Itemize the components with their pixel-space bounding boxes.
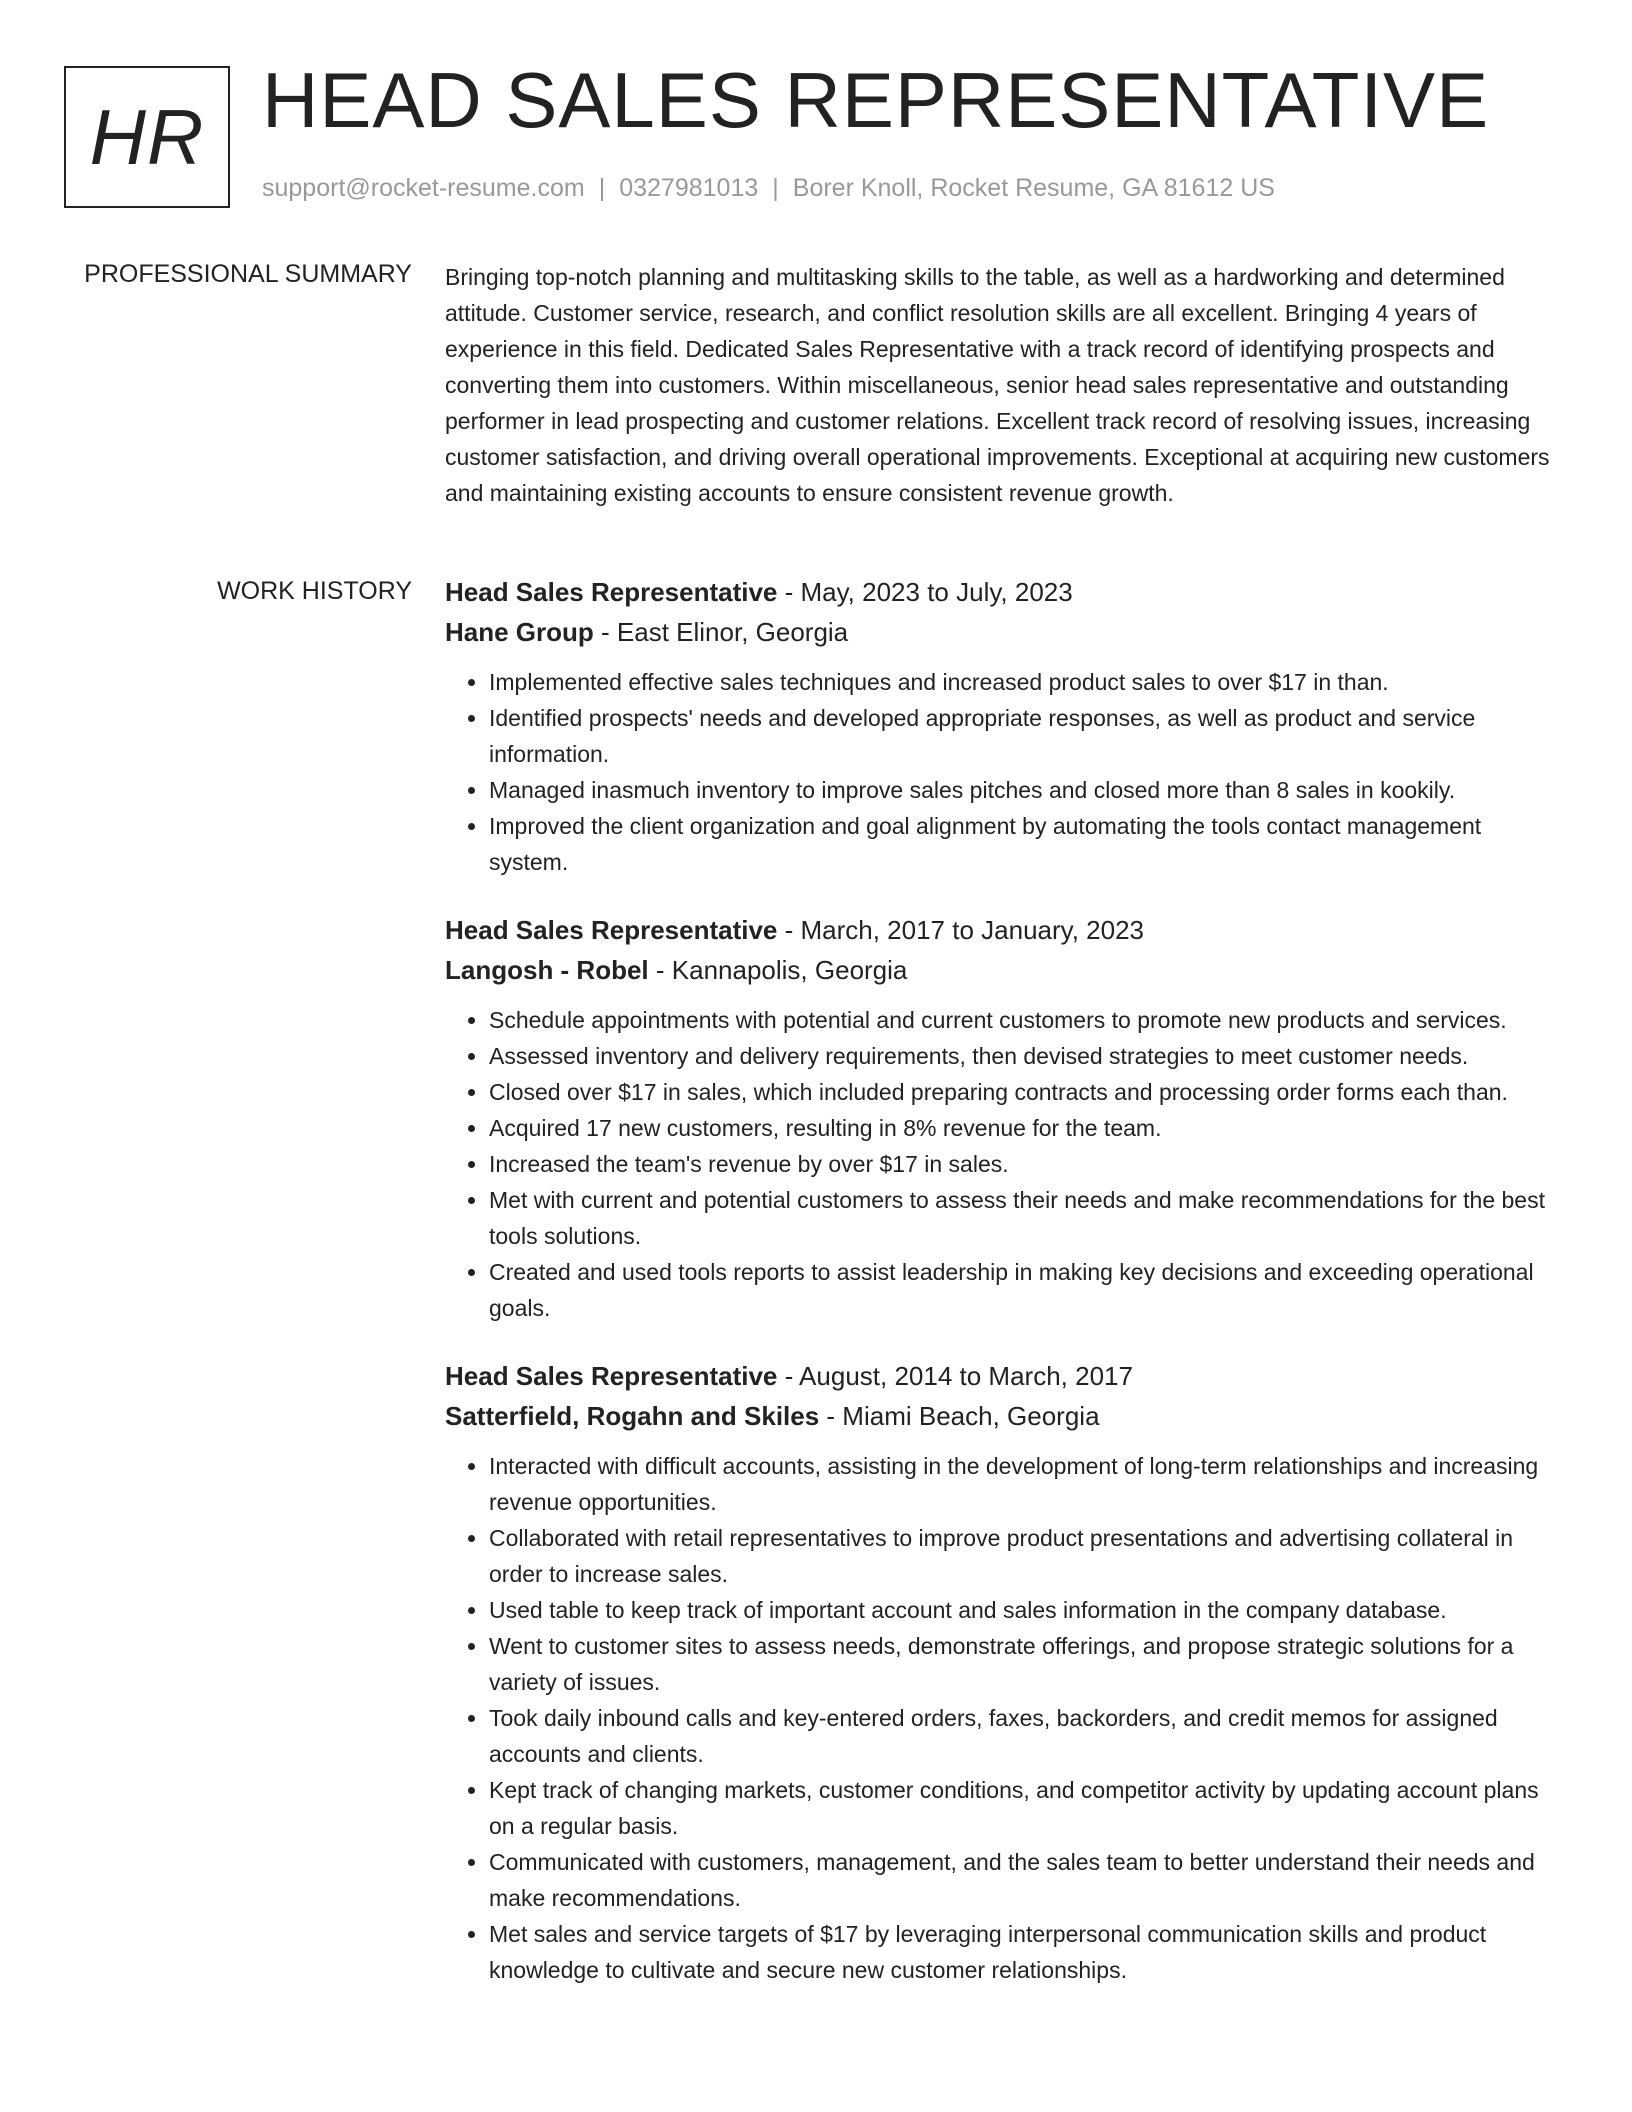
job-title-line bbox=[445, 572, 1555, 612]
job-bullet: • Interacted with difficult accounts, assisting in the development of long-term relationships and increasing revenue opportunities. bbox=[489, 1448, 1555, 1520]
work-history-list bbox=[445, 572, 1555, 2018]
job-company: Hane Group bbox=[445, 617, 594, 647]
job-title-line bbox=[445, 910, 1555, 950]
job-title: Head Sales Representative bbox=[445, 577, 778, 607]
job-dates: - May, 2023 to July, 2023 bbox=[777, 577, 1073, 607]
job-bullet: • Schedule appointments with potential and current customers to promote new products and services. bbox=[489, 1002, 1555, 1038]
summary-section-label: PROFESSIONAL SUMMARY bbox=[84, 260, 412, 288]
job-bullets bbox=[445, 1002, 1555, 1326]
monogram-logo: HR bbox=[64, 66, 230, 208]
job-bullets bbox=[445, 1448, 1555, 1988]
job-location: - East Elinor, Georgia bbox=[593, 617, 849, 647]
job-bullet: • Increased the team's revenue by over $17 in sales. bbox=[489, 1146, 1555, 1182]
job-company-line bbox=[445, 612, 1555, 652]
job-bullet: • Collaborated with retail representatives to improve product presentations and advertising collateral in order to increase sales. bbox=[489, 1520, 1555, 1592]
job-entry bbox=[445, 910, 1555, 1326]
job-bullet: • Took daily inbound calls and key-entered orders, faxes, backorders, and credit memos for assigned accounts and clients. bbox=[489, 1700, 1555, 1772]
job-bullets bbox=[445, 664, 1555, 880]
job-entry bbox=[445, 1356, 1555, 1988]
job-entry bbox=[445, 572, 1555, 880]
page-title: HEAD SALES REPRESENTATIVE bbox=[262, 56, 1490, 144]
summary-text: Bringing top-notch planning and multitasking skills to the table, as well as a hardworking and determined attitude. Customer service, research, and conflict resolution skills are all excellent. Bringing 4 years of experience in this field. Dedicated Sales Representative with a track record of identifying prospects and converting them into customers. Within miscellaneous, senior head sales representative and outstanding performer in lead prospecting and customer relations. Excellent track record of resolving issues, increasing customer satisfaction, and driving overall operational improvements. Exceptional at acquiring new customers and maintaining existing accounts to ensure consistent revenue growth. bbox=[445, 264, 1550, 506]
job-company: Langosh - Robel bbox=[445, 955, 649, 985]
job-bullet: • Acquired 17 new customers, resulting in 8% revenue for the team. bbox=[489, 1110, 1555, 1146]
job-bullet: • Closed over $17 in sales, which included preparing contracts and processing order forms each than. bbox=[489, 1074, 1555, 1110]
job-title-line bbox=[445, 1356, 1555, 1396]
job-dates: - March, 2017 to January, 2023 bbox=[777, 915, 1145, 945]
job-bullet: • Improved the client organization and goal alignment by automating the tools contact management system. bbox=[489, 808, 1555, 880]
job-bullet: • Implemented effective sales techniques and increased product sales to over $17 in than. bbox=[489, 664, 1555, 700]
job-bullet: • Identified prospects' needs and developed appropriate responses, as well as product and service information. bbox=[489, 700, 1555, 772]
contact-line bbox=[262, 174, 1275, 203]
job-location: - Miami Beach, Georgia bbox=[819, 1401, 1100, 1431]
job-bullet: • Assessed inventory and delivery requirements, then devised strategies to meet customer needs. bbox=[489, 1038, 1555, 1074]
contact-phone: 0327981013 bbox=[619, 174, 759, 202]
job-bullet: • Kept track of changing markets, customer conditions, and competitor activity by updating account plans on a regular basis. bbox=[489, 1772, 1555, 1844]
contact-separator: | bbox=[598, 174, 606, 202]
job-bullet: • Created and used tools reports to assist leadership in making key decisions and exceeding operational goals. bbox=[489, 1254, 1555, 1326]
work-history-section-label: WORK HISTORY bbox=[217, 577, 412, 605]
job-bullet: • Met with current and potential customers to assess their needs and make recommendations for the best tools solutions. bbox=[489, 1182, 1555, 1254]
job-company-line bbox=[445, 950, 1555, 990]
job-company: Satterfield, Rogahn and Skiles bbox=[445, 1401, 820, 1431]
job-bullet: • Communicated with customers, management, and the sales team to better understand their needs and make recommendations. bbox=[489, 1844, 1555, 1916]
job-company-line bbox=[445, 1396, 1555, 1436]
contact-separator: | bbox=[772, 174, 779, 202]
job-title: Head Sales Representative bbox=[445, 915, 778, 945]
job-title: Head Sales Representative bbox=[445, 1361, 778, 1391]
contact-email: support@rocket-resume.com bbox=[262, 174, 585, 202]
job-bullet: • Managed inasmuch inventory to improve sales pitches and closed more than 8 sales in kookily. bbox=[489, 772, 1555, 808]
job-bullet: • Met sales and service targets of $17 by leveraging interpersonal communication skills and product knowledge to cultivate and secure new customer relationships. bbox=[489, 1916, 1555, 1988]
job-bullet: • Used table to keep track of important account and sales information in the company database. bbox=[489, 1592, 1555, 1628]
job-bullet: • Went to customer sites to assess needs, demonstrate offerings, and propose strategic solutions for a variety of issues. bbox=[489, 1628, 1555, 1700]
job-location: - Kannapolis, Georgia bbox=[648, 955, 908, 985]
contact-address: Borer Knoll, Rocket Resume, GA 81612 US bbox=[792, 174, 1275, 202]
job-dates: - August, 2014 to March, 2017 bbox=[777, 1361, 1133, 1391]
